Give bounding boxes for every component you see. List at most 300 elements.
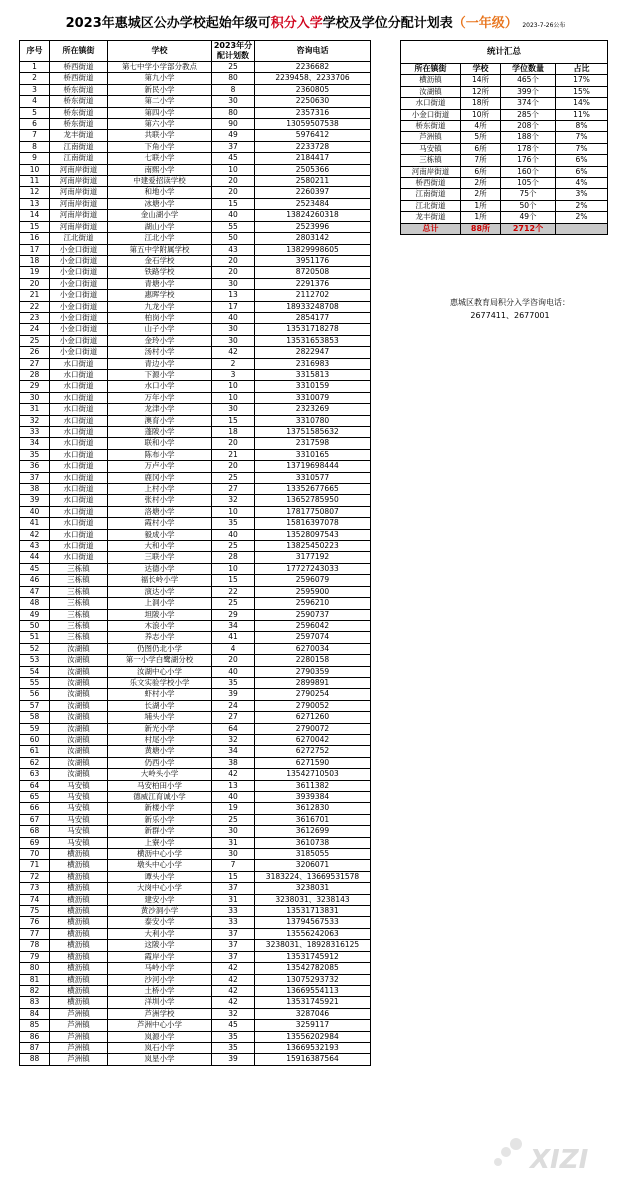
summary-cell: 三栋镇	[401, 155, 461, 166]
table-row	[20, 278, 371, 289]
row-quota: 30	[212, 826, 255, 837]
row-quota: 20	[212, 655, 255, 666]
row-quota: 40	[212, 792, 255, 803]
row-district: 河南岸街道	[50, 221, 108, 232]
summary-cell: 芦洲镇	[401, 132, 461, 143]
row-district: 马安镇	[50, 814, 108, 825]
summary-header: 学校	[461, 64, 501, 75]
summary-total-cell	[556, 223, 608, 234]
row-school: 铁路学校	[108, 267, 212, 278]
summary-row	[401, 109, 608, 120]
row-phone: 2822947	[255, 347, 371, 358]
row-quota: 90	[212, 119, 255, 130]
table-row	[20, 780, 371, 791]
row-index: 29	[20, 381, 50, 392]
row-quota: 15	[212, 415, 255, 426]
row-school: 江北小学	[108, 233, 212, 244]
row-quota: 10	[212, 381, 255, 392]
row-quota: 20	[212, 461, 255, 472]
summary-cell: 178个	[501, 143, 556, 154]
row-district: 水口街道	[50, 529, 108, 540]
table-row	[20, 438, 371, 449]
summary-cell: 160个	[501, 166, 556, 177]
table-row	[20, 198, 371, 209]
row-school: 上村小学	[108, 484, 212, 495]
table-row	[20, 141, 371, 152]
row-district: 横沥镇	[50, 860, 108, 871]
row-district: 小金口街道	[50, 278, 108, 289]
row-index: 56	[20, 689, 50, 700]
row-phone: 2790254	[255, 689, 371, 700]
summary-cell: 18所	[461, 98, 501, 109]
row-phone: 13542782085	[255, 963, 371, 974]
row-district: 小金口街道	[50, 312, 108, 323]
summary-cell: 465个	[501, 75, 556, 86]
row-district: 马安镇	[50, 803, 108, 814]
row-district: 水口街道	[50, 495, 108, 506]
row-district: 汝湖镇	[50, 769, 108, 780]
row-quota: 32	[212, 495, 255, 506]
row-phone: 2803142	[255, 233, 371, 244]
summary-cell: 1所	[461, 200, 501, 211]
row-school: 澳育小学	[108, 415, 212, 426]
row-phone: 2239458、2233706	[255, 73, 371, 84]
row-district: 汝湖镇	[50, 655, 108, 666]
table-row	[20, 392, 371, 403]
row-quota: 30	[212, 96, 255, 107]
title-part: 学校及学位分配计划表	[322, 16, 453, 31]
row-school: 陈布小学	[108, 449, 212, 460]
row-index: 77	[20, 928, 50, 939]
row-district: 河南岸街道	[50, 210, 108, 221]
row-school: 洛塘小学	[108, 506, 212, 517]
row-phone: 3259117	[255, 1020, 371, 1031]
summary-cell: 汝湖镇	[401, 86, 461, 97]
row-district: 水口街道	[50, 484, 108, 495]
table-row	[20, 883, 371, 894]
summary-cell: 4%	[556, 178, 608, 189]
summary-cell: 2%	[556, 212, 608, 223]
summary-cell: 399个	[501, 86, 556, 97]
row-quota: 29	[212, 609, 255, 620]
summary-body	[401, 75, 608, 223]
row-district: 横沥镇	[50, 917, 108, 928]
row-district: 小金口街道	[50, 290, 108, 301]
summary-cell: 江北街道	[401, 200, 461, 211]
table-row	[20, 792, 371, 803]
row-district: 芦洲镇	[50, 1008, 108, 1019]
summary-cell: 11%	[556, 109, 608, 120]
summary-cell: 6%	[556, 155, 608, 166]
row-index: 17	[20, 244, 50, 255]
row-school: 岚星小学	[108, 1054, 212, 1065]
row-quota: 20	[212, 255, 255, 266]
row-index: 10	[20, 164, 50, 175]
row-school: 大和小学	[108, 541, 212, 552]
logo-text: XIZI	[530, 1145, 589, 1175]
summary-total-cell: 2712个	[501, 223, 556, 234]
summary-cell: 2所	[461, 189, 501, 200]
row-index: 87	[20, 1042, 50, 1053]
row-index: 70	[20, 849, 50, 860]
table-row	[20, 164, 371, 175]
row-index: 63	[20, 769, 50, 780]
summary-row	[401, 166, 608, 177]
table-row	[20, 221, 371, 232]
row-quota: 34	[212, 620, 255, 631]
table-row	[20, 335, 371, 346]
row-index: 18	[20, 255, 50, 266]
table-row	[20, 860, 371, 871]
header-school: 学校	[108, 41, 212, 62]
row-quota: 41	[212, 632, 255, 643]
row-phone: 3310780	[255, 415, 371, 426]
row-school: 鹿冈小学	[108, 472, 212, 483]
row-quota: 35	[212, 677, 255, 688]
page-title	[0, 12, 631, 31]
row-district: 汝湖镇	[50, 689, 108, 700]
row-quota: 25	[212, 472, 255, 483]
header-district: 所在镇街	[50, 41, 108, 62]
row-phone: 15916387564	[255, 1054, 371, 1065]
publish-date: 2023-7-26公布	[522, 22, 566, 29]
row-index: 4	[20, 96, 50, 107]
row-phone: 2790052	[255, 700, 371, 711]
row-district: 汝湖镇	[50, 712, 108, 723]
table-row	[20, 712, 371, 723]
row-phone: 2899891	[255, 677, 371, 688]
row-index: 79	[20, 951, 50, 962]
row-quota: 30	[212, 335, 255, 346]
row-quota: 80	[212, 73, 255, 84]
row-index: 37	[20, 472, 50, 483]
row-school: 柏岗小学	[108, 312, 212, 323]
row-school: 上寮小学	[108, 837, 212, 848]
row-school: 墩头中心小学	[108, 860, 212, 871]
row-phone: 2291376	[255, 278, 371, 289]
row-phone: 13531718278	[255, 324, 371, 335]
row-phone: 3287046	[255, 1008, 371, 1019]
row-school: 芦洲中心小学	[108, 1020, 212, 1031]
row-quota: 3	[212, 369, 255, 380]
row-phone: 2790359	[255, 666, 371, 677]
table-row	[20, 267, 371, 278]
row-index: 76	[20, 917, 50, 928]
contact-phones: 2677411、2677001	[470, 311, 550, 320]
row-phone: 3238031	[255, 883, 371, 894]
summary-cell: 河南岸街道	[401, 166, 461, 177]
row-phone: 6271590	[255, 757, 371, 768]
row-phone: 13825450223	[255, 541, 371, 552]
summary-row	[401, 143, 608, 154]
table-row	[20, 358, 371, 369]
row-district: 水口街道	[50, 518, 108, 529]
table-row	[20, 484, 371, 495]
row-school: 共联小学	[108, 130, 212, 141]
row-school: 湖山小学	[108, 221, 212, 232]
table-header-row	[20, 41, 371, 62]
row-district: 水口街道	[50, 472, 108, 483]
row-district: 河南岸街道	[50, 176, 108, 187]
row-district: 水口街道	[50, 449, 108, 460]
row-quota: 25	[212, 62, 255, 73]
table-row	[20, 552, 371, 563]
row-district: 桥东街道	[50, 107, 108, 118]
table-row	[20, 1042, 371, 1053]
row-phone: 13556202984	[255, 1031, 371, 1042]
table-row	[20, 541, 371, 552]
row-quota: 4	[212, 643, 255, 654]
row-district: 水口街道	[50, 461, 108, 472]
row-school: 九龙小学	[108, 301, 212, 312]
summary-cell: 6%	[556, 166, 608, 177]
row-phone: 3315813	[255, 369, 371, 380]
table-row	[20, 472, 371, 483]
summary-cell: 6所	[461, 166, 501, 177]
row-quota: 37	[212, 883, 255, 894]
row-phone: 18933248708	[255, 301, 371, 312]
row-district: 芦洲镇	[50, 1031, 108, 1042]
row-quota: 80	[212, 107, 255, 118]
row-index: 8	[20, 141, 50, 152]
summary-cell: 176个	[501, 155, 556, 166]
row-quota: 50	[212, 233, 255, 244]
row-school: 洋圳小学	[108, 997, 212, 1008]
row-index: 5	[20, 107, 50, 118]
row-index: 1	[20, 62, 50, 73]
row-school: 汝湖中心小学	[108, 666, 212, 677]
row-quota: 37	[212, 141, 255, 152]
table-row	[20, 757, 371, 768]
row-index: 51	[20, 632, 50, 643]
summary-cell: 马安镇	[401, 143, 461, 154]
row-index: 44	[20, 552, 50, 563]
table-row	[20, 518, 371, 529]
summary-cell: 7%	[556, 143, 608, 154]
row-quota: 42	[212, 347, 255, 358]
row-phone: 13824260318	[255, 210, 371, 221]
table-row	[20, 427, 371, 438]
row-phone: 13352677665	[255, 484, 371, 495]
row-index: 46	[20, 575, 50, 586]
row-school: 中建爱招读学校	[108, 176, 212, 187]
row-school: 黄沙洞小学	[108, 906, 212, 917]
row-school: 万年小学	[108, 392, 212, 403]
row-index: 28	[20, 369, 50, 380]
row-quota: 31	[212, 837, 255, 848]
row-district: 水口街道	[50, 404, 108, 415]
table-row	[20, 381, 371, 392]
row-quota: 64	[212, 723, 255, 734]
header-phone: 咨询电话	[255, 41, 371, 62]
summary-row	[401, 178, 608, 189]
table-row	[20, 803, 371, 814]
summary-header-row	[401, 64, 608, 75]
row-school: 大利小学	[108, 928, 212, 939]
summary-row	[401, 189, 608, 200]
row-phone: 13075293732	[255, 974, 371, 985]
table-row	[20, 324, 371, 335]
table-row	[20, 461, 371, 472]
row-district: 龙丰街道	[50, 130, 108, 141]
row-quota: 32	[212, 734, 255, 745]
row-school: 这陂小学	[108, 940, 212, 951]
row-quota: 37	[212, 951, 255, 962]
row-quota: 10	[212, 506, 255, 517]
row-school: 霞岸小学	[108, 951, 212, 962]
row-phone: 3238031、3238143	[255, 894, 371, 905]
row-district: 横沥镇	[50, 985, 108, 996]
row-phone: 3310079	[255, 392, 371, 403]
row-index: 88	[20, 1054, 50, 1065]
row-phone: 13059507538	[255, 119, 371, 130]
row-school: 水口小学	[108, 381, 212, 392]
table-row	[20, 73, 371, 84]
row-phone: 3310159	[255, 381, 371, 392]
row-district: 横沥镇	[50, 951, 108, 962]
row-phone: 13528097543	[255, 529, 371, 540]
row-quota: 35	[212, 1042, 255, 1053]
row-school: 汤村小学	[108, 347, 212, 358]
summary-cell: 2%	[556, 200, 608, 211]
row-phone: 3206071	[255, 860, 371, 871]
summary-row	[401, 132, 608, 143]
row-district: 江南街道	[50, 141, 108, 152]
row-district: 汝湖镇	[50, 757, 108, 768]
row-phone: 13829998605	[255, 244, 371, 255]
row-district: 横沥镇	[50, 906, 108, 917]
row-index: 82	[20, 985, 50, 996]
row-school: 联和小学	[108, 438, 212, 449]
row-quota: 42	[212, 997, 255, 1008]
row-index: 20	[20, 278, 50, 289]
title-highlight: 积分入学	[270, 16, 323, 31]
row-phone: 13531713831	[255, 906, 371, 917]
table-row	[20, 620, 371, 631]
row-district: 三栋镇	[50, 575, 108, 586]
row-quota: 27	[212, 712, 255, 723]
row-school: 虾村小学	[108, 689, 212, 700]
row-school: 南熙小学	[108, 164, 212, 175]
table-row	[20, 689, 371, 700]
table-row	[20, 826, 371, 837]
row-school: 芦洲学校	[108, 1008, 212, 1019]
row-district: 水口街道	[50, 552, 108, 563]
table-row	[20, 849, 371, 860]
row-school: 第五中学附属学校	[108, 244, 212, 255]
row-quota: 37	[212, 940, 255, 951]
row-index: 66	[20, 803, 50, 814]
summary-cell: 龙丰街道	[401, 212, 461, 223]
row-quota: 20	[212, 267, 255, 278]
row-index: 12	[20, 187, 50, 198]
row-index: 9	[20, 153, 50, 164]
row-school: 金石学校	[108, 255, 212, 266]
row-school: 下源小学	[108, 369, 212, 380]
row-phone: 6270042	[255, 734, 371, 745]
row-school: 马安柏田小学	[108, 780, 212, 791]
row-district: 马安镇	[50, 780, 108, 791]
row-quota: 13	[212, 290, 255, 301]
row-quota: 40	[212, 666, 255, 677]
summary-cell: 17%	[556, 75, 608, 86]
row-school: 三联小学	[108, 552, 212, 563]
row-phone: 13794567533	[255, 917, 371, 928]
row-index: 84	[20, 1008, 50, 1019]
row-phone: 13751585632	[255, 427, 371, 438]
row-index: 49	[20, 609, 50, 620]
summary-cell: 208个	[501, 121, 556, 132]
row-quota: 18	[212, 427, 255, 438]
row-phone: 2523996	[255, 221, 371, 232]
row-index: 41	[20, 518, 50, 529]
table-row	[20, 84, 371, 95]
row-index: 25	[20, 335, 50, 346]
row-phone: 2523484	[255, 198, 371, 209]
row-quota: 34	[212, 746, 255, 757]
row-index: 16	[20, 233, 50, 244]
table-row	[20, 62, 371, 73]
row-phone: 3185055	[255, 849, 371, 860]
table-row	[20, 598, 371, 609]
summary-cell: 7所	[461, 155, 501, 166]
row-index: 67	[20, 814, 50, 825]
row-index: 71	[20, 860, 50, 871]
row-school: 万卢小学	[108, 461, 212, 472]
row-quota: 33	[212, 917, 255, 928]
summary-cell: 188个	[501, 132, 556, 143]
row-quota: 20	[212, 176, 255, 187]
table-row	[20, 312, 371, 323]
table-row	[20, 1031, 371, 1042]
row-district: 汝湖镇	[50, 723, 108, 734]
row-quota: 30	[212, 404, 255, 415]
row-index: 26	[20, 347, 50, 358]
row-index: 31	[20, 404, 50, 415]
row-index: 33	[20, 427, 50, 438]
row-quota: 40	[212, 529, 255, 540]
row-school: 金玲小学	[108, 335, 212, 346]
row-district: 水口街道	[50, 415, 108, 426]
row-district: 马安镇	[50, 837, 108, 848]
row-district: 小金口街道	[50, 301, 108, 312]
row-district: 三栋镇	[50, 632, 108, 643]
row-index: 78	[20, 940, 50, 951]
row-index: 2	[20, 73, 50, 84]
row-district: 水口街道	[50, 381, 108, 392]
row-quota: 55	[212, 221, 255, 232]
row-district: 横沥镇	[50, 974, 108, 985]
summary-total-cell: 88所	[461, 223, 501, 234]
row-quota: 7	[212, 860, 255, 871]
row-school: 新群小学	[108, 826, 212, 837]
row-school: 和地小学	[108, 187, 212, 198]
row-index: 54	[20, 666, 50, 677]
row-index: 80	[20, 963, 50, 974]
row-district: 河南岸街道	[50, 187, 108, 198]
row-index: 32	[20, 415, 50, 426]
row-quota: 45	[212, 1020, 255, 1031]
summary-row	[401, 75, 608, 86]
row-phone: 2596079	[255, 575, 371, 586]
row-quota: 13	[212, 780, 255, 791]
row-index: 22	[20, 301, 50, 312]
row-phone: 2317598	[255, 438, 371, 449]
row-phone: 13719698444	[255, 461, 371, 472]
row-index: 24	[20, 324, 50, 335]
row-district: 三栋镇	[50, 563, 108, 574]
row-index: 68	[20, 826, 50, 837]
